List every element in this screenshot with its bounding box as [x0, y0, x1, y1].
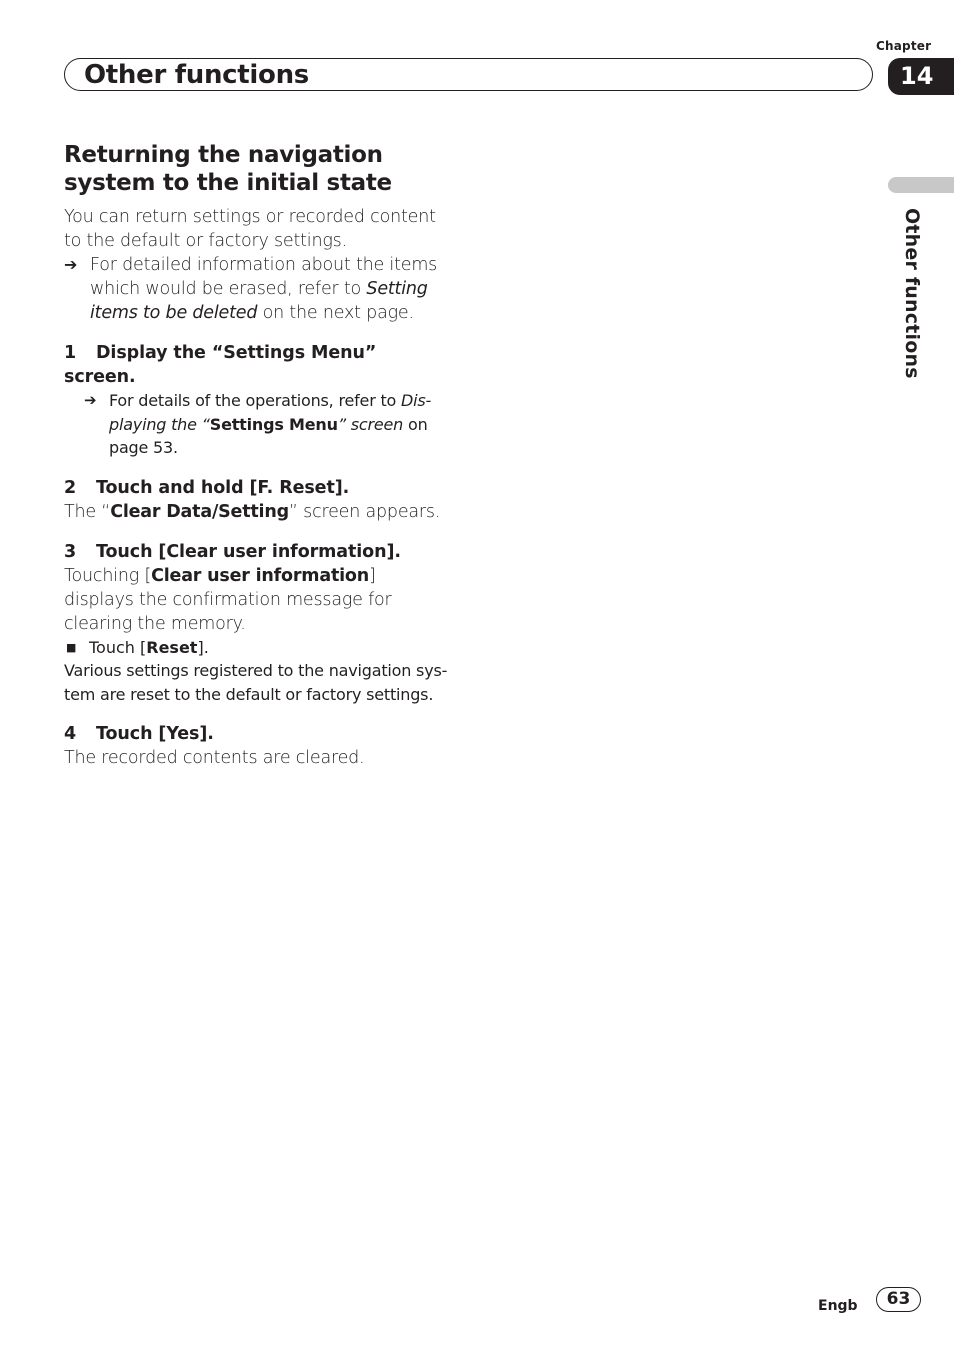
- section-note-text: For detailed information about the items which would be erased, refer to: [90, 255, 438, 299]
- step-1-note-post: on page 53.: [109, 414, 428, 457]
- chapter-label: Chapter: [876, 39, 932, 53]
- section-title: [64, 141, 448, 197]
- section-title-line2: system to the initial state: [64, 170, 392, 196]
- section-note-ref: Setting items to be deleted: [90, 279, 428, 323]
- step-3-bullet-pre: Touch [: [89, 637, 147, 657]
- step-1-note-ref-end: ” screen: [337, 414, 404, 434]
- page-title: Other functions: [84, 60, 309, 90]
- step-3-bullet-bold: Reset: [146, 637, 198, 657]
- step-3-heading: [64, 540, 448, 564]
- step-2-body-bold: Clear Data/Setting: [110, 501, 289, 522]
- section-note: [64, 253, 448, 325]
- step-4-heading: [64, 722, 448, 746]
- step-number: 2: [64, 477, 77, 498]
- step-heading-text: Display the “Settings Menu” screen.: [64, 343, 377, 387]
- step-number: 3: [64, 541, 77, 562]
- section-note-post: on the next page.: [257, 303, 414, 323]
- step-3-body-post: ] displays the confirmation message for clearing the memory.: [64, 565, 392, 634]
- step-1-note-text: For details of the operations, refer to: [109, 391, 402, 410]
- step-heading-text: Touch [Yes].: [96, 724, 214, 744]
- square-bullet-icon: ■: [66, 640, 77, 654]
- step-heading-text: Touch [Clear user information].: [96, 541, 401, 562]
- step-3-body: [64, 564, 448, 636]
- step-3-body-bold: Clear user information: [151, 565, 369, 586]
- footer-language: Engb: [818, 1298, 858, 1314]
- step-2-body: [64, 500, 448, 524]
- step-1-note-ref: Dis-playing the “: [109, 391, 432, 434]
- step-3-body-pre: Touching [: [64, 565, 152, 586]
- step-1-heading: [64, 341, 448, 389]
- section-title-line1: Returning the navigation: [64, 142, 383, 168]
- main-content: [64, 141, 448, 770]
- step-2-body-post: ” screen appears.: [288, 501, 441, 522]
- section-intro: You can return settings or recorded content to the default or factory settings.: [64, 207, 436, 251]
- page-number: 63: [876, 1287, 921, 1312]
- step-2-heading: [64, 476, 448, 500]
- step-3-bullet-body: Various settings registered to the navigation sys-tem are reset to the default or factory settings.: [64, 661, 448, 704]
- side-tab-marker: [888, 177, 954, 193]
- step-3-bullet-post: ].: [197, 637, 209, 657]
- side-tab-label: Other functions: [901, 208, 923, 379]
- step-1-note: [84, 389, 448, 460]
- arrow-icon: ➔: [84, 391, 97, 409]
- step-number: 1: [64, 343, 77, 363]
- step-3-bullet: [64, 636, 448, 660]
- arrow-icon: ➔: [64, 255, 78, 274]
- step-number: 4: [64, 724, 77, 744]
- step-1-note-ref-bold: Settings Menu: [209, 414, 338, 434]
- step-4-body: The recorded contents are cleared.: [64, 748, 365, 768]
- step-heading-text: Touch and hold [F. Reset].: [96, 477, 350, 498]
- chapter-number: 14: [900, 62, 934, 90]
- step-2-body-pre: The “: [64, 501, 111, 522]
